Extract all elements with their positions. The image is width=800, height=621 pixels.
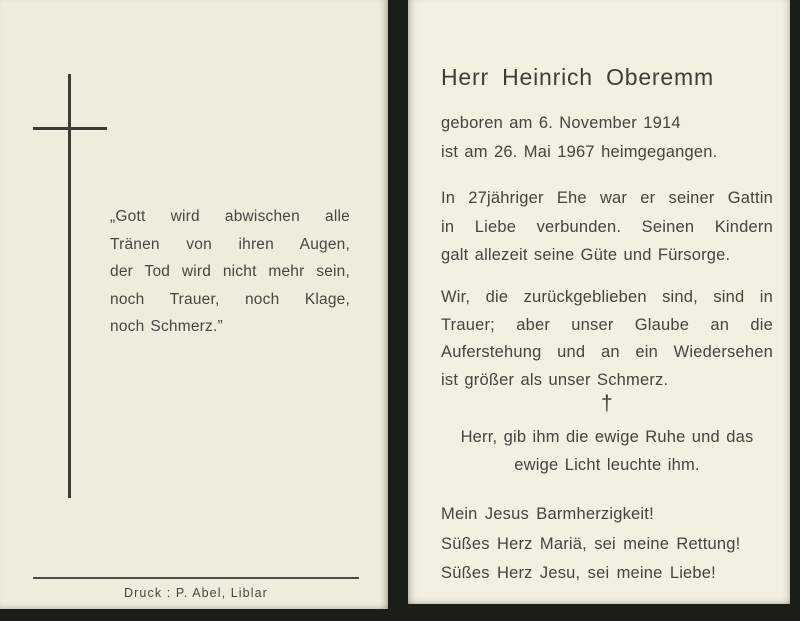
quote-line: „Gott wird abwischen alle	[110, 208, 350, 225]
footer-divider-line	[33, 577, 359, 579]
quote-line: noch Trauer, noch Klage,	[110, 290, 350, 308]
invocation-line: Mein Jesus Barmherzigkeit!	[441, 505, 654, 523]
family-paragraph-line: In 27jähriger Ehe war er seiner Gattin	[441, 189, 773, 207]
cross-icon-arm	[33, 127, 107, 130]
cross-icon	[68, 74, 71, 498]
mourning-paragraph-line: ist größer als unser Schmerz.	[441, 370, 669, 389]
prayer-line: ewige Licht leuchte ihm.	[514, 456, 700, 474]
mourning-paragraph-line: Auferstehung und an ein Wiedersehen	[441, 343, 773, 362]
eternal-rest-prayer	[441, 423, 773, 479]
dagger-cross-icon: †	[601, 392, 613, 415]
invocation-line: Süßes Herz Mariä, sei meine Rettung!	[441, 534, 741, 553]
memorial-card-left-panel	[0, 0, 388, 609]
prayer-line: Herr, gib ihm die ewige Ruhe und das	[460, 428, 754, 446]
deceased-name: Herr Heinrich Oberemm	[441, 64, 714, 90]
invocation-line: Süßes Herz Jesu, sei meine Liebe!	[441, 564, 716, 582]
birth-line: geboren am 6. November 1914	[441, 114, 681, 132]
quote-line: noch Schmerz.”	[110, 318, 223, 335]
mourning-paragraph-line: Trauer; aber unser Glaube an die	[441, 315, 773, 334]
death-line: ist am 26. Mai 1967 heimgegangen.	[441, 142, 718, 161]
family-paragraph-line: in Liebe verbunden. Seinen Kindern	[441, 217, 773, 236]
invocations	[441, 500, 773, 589]
memorial-card-right-panel	[408, 0, 790, 604]
mourning-paragraph-line: Wir, die zurückgeblieben sind, sind in	[441, 288, 773, 306]
life-dates	[441, 109, 773, 166]
family-paragraph	[441, 184, 773, 270]
family-paragraph-line: galt allezeit seine Güte und Fürsorge.	[441, 246, 731, 265]
quote-line: Tränen von ihren Augen,	[110, 235, 350, 253]
mourning-paragraph	[441, 284, 773, 394]
printer-credit: Druck : P. Abel, Liblar	[124, 586, 268, 600]
scripture-quote	[110, 203, 350, 341]
quote-line: der Tod wird nicht mehr sein,	[110, 263, 350, 280]
